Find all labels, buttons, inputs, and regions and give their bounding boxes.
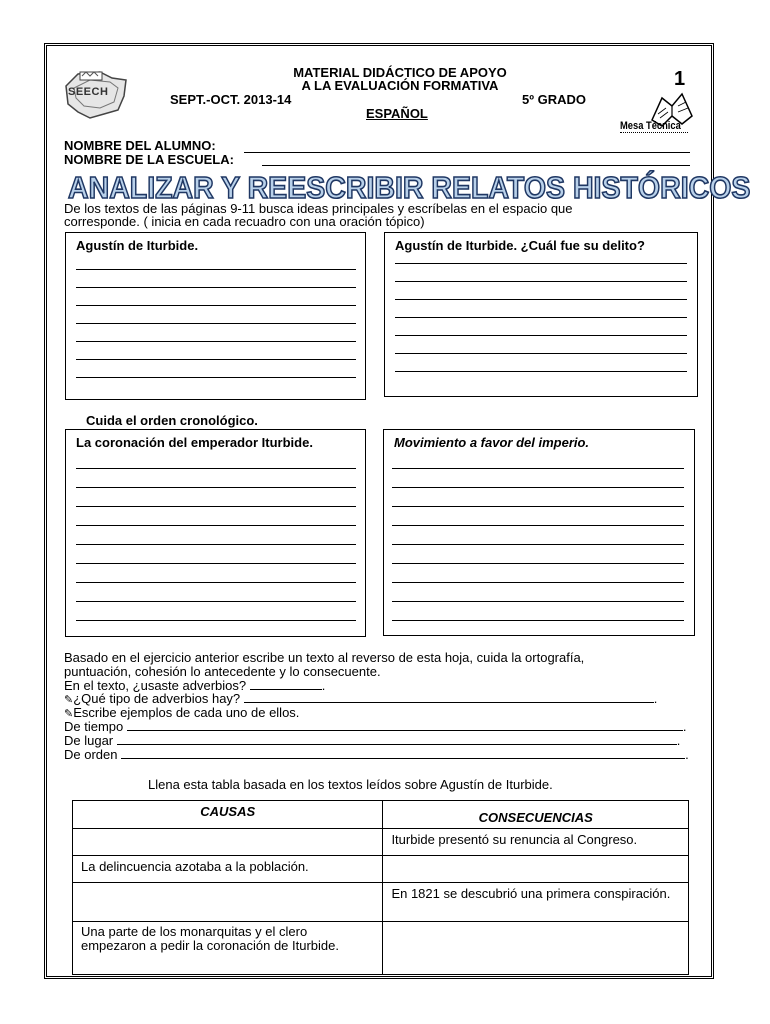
mesa-tecnica-underline (620, 132, 688, 135)
writing-line[interactable] (76, 359, 356, 360)
adverb-types-question: ✎¿Qué tipo de adverbios hay? . (64, 691, 658, 706)
writing-line[interactable] (76, 377, 356, 378)
worksheet-title: ANALIZAR Y REESCRIBIR RELATOS HISTÓRICOS (68, 170, 751, 205)
writing-line[interactable] (76, 506, 356, 507)
table-cell[interactable] (73, 883, 383, 922)
table-row (73, 856, 689, 883)
box-title-coronacion: La coronación del emperador Iturbide. (76, 435, 313, 450)
table-row (73, 829, 689, 856)
table-row (73, 883, 689, 922)
writing-line[interactable] (76, 341, 356, 342)
writing-line[interactable] (392, 620, 684, 621)
adverb-types-text: ¿Qué tipo de adverbios hay? (73, 691, 241, 706)
causes-consequences-table (72, 800, 689, 975)
idea-box-delito (384, 232, 698, 397)
instructions-line-2: corresponde. ( inicia en cada recuadro con una oración tópico) (64, 214, 425, 229)
table-intro: Llena esta tabla basada en los textos leídos sobre Agustín de Iturbide. (148, 777, 553, 792)
table-cell[interactable] (383, 856, 689, 883)
header-line-1: MATERIAL DIDÁCTICO DE APOYO (293, 65, 507, 80)
tiempo-row: De tiempo . (64, 719, 687, 734)
idea-box-movimiento (383, 429, 695, 636)
header-line-2: A LA EVALUACIÓN FORMATIVA (301, 78, 499, 93)
order-note: Cuida el orden cronológico. (86, 413, 258, 428)
box-title-iturbide: Agustín de Iturbide. (76, 238, 199, 253)
adverb-types-field[interactable] (244, 702, 654, 703)
writing-prompt-line-2: puntuación, cohesión lo antecedente y lo consecuente. (64, 664, 381, 679)
lugar-label: De lugar (64, 733, 114, 748)
writing-line[interactable] (392, 468, 684, 469)
table-row (73, 922, 689, 975)
writing-line[interactable] (392, 563, 684, 564)
writing-line[interactable] (76, 601, 356, 602)
orden-label: De orden (64, 747, 118, 762)
writing-line[interactable] (392, 601, 684, 602)
writing-line[interactable] (76, 620, 356, 621)
writing-line[interactable] (392, 506, 684, 507)
writing-line[interactable] (392, 487, 684, 488)
writing-line[interactable] (395, 281, 687, 282)
writing-line[interactable] (395, 335, 687, 336)
page-number: 1 (674, 68, 686, 90)
writing-line[interactable] (395, 299, 687, 300)
tiempo-field[interactable] (127, 730, 683, 731)
student-name-label: NOMBRE DEL ALUMNO: (64, 138, 216, 153)
writing-line[interactable] (76, 323, 356, 324)
writing-line[interactable] (76, 305, 356, 306)
writing-line[interactable] (76, 525, 356, 526)
writing-line[interactable] (395, 317, 687, 318)
pencil-icon: ✎ (64, 694, 74, 706)
writing-line[interactable] (392, 525, 684, 526)
writing-line[interactable] (76, 468, 356, 469)
causes-header: CAUSAS (73, 801, 383, 829)
mesa-tecnica-label: Mesa Técnica (620, 120, 681, 132)
pencil-icon: ✎ (64, 708, 74, 720)
school-name-label: NOMBRE DE LA ESCUELA: (64, 152, 234, 167)
adverbs-question: En el texto, ¿usaste adverbios? . (64, 678, 326, 693)
box-title-delito: Agustín de Iturbide. ¿Cuál fue su delito? (395, 238, 645, 253)
table-header-row (73, 801, 689, 829)
orden-row: De orden . (64, 747, 689, 762)
tiempo-label: De tiempo (64, 719, 124, 734)
writing-line[interactable] (76, 287, 356, 288)
adverbs-question-text: En el texto, ¿usaste adverbios? (64, 678, 247, 693)
writing-line[interactable] (76, 487, 356, 488)
grade-label: 5º GRADO (522, 92, 586, 107)
box-title-movimiento: Movimiento a favor del imperio. (394, 435, 590, 450)
instructions-line-1: De los textos de las páginas 9-11 busca ideas principales y escríbelas en el espacio que (64, 201, 573, 216)
writing-line[interactable] (395, 263, 687, 264)
lugar-field[interactable] (117, 744, 677, 745)
table-cell[interactable] (383, 922, 689, 975)
writing-line[interactable] (392, 582, 684, 583)
idea-box-coronacion (65, 429, 366, 637)
adverbs-answer-field[interactable] (250, 689, 322, 690)
student-name-field[interactable] (244, 152, 690, 153)
writing-line[interactable] (76, 582, 356, 583)
school-name-field[interactable] (262, 165, 690, 166)
writing-line[interactable] (395, 353, 687, 354)
examples-instruction-text: Escribe ejemplos de cada uno de ellos. (73, 705, 300, 720)
logo-text: SEECH (68, 86, 109, 98)
table-cell: Iturbide presentó su renuncia al Congreso. (383, 829, 689, 856)
table-cell: La delincuencia azotaba a la población. (73, 856, 383, 883)
writing-line[interactable] (392, 544, 684, 545)
writing-line[interactable] (76, 544, 356, 545)
consequences-header: CONSECUENCIAS (383, 801, 689, 829)
writing-prompt-line-1: Basado en el ejercicio anterior escribe un texto al reverso de esta hoja, cuida la ortografía, (64, 650, 585, 665)
writing-line[interactable] (76, 269, 356, 270)
orden-field[interactable] (121, 758, 685, 759)
writing-line[interactable] (395, 371, 687, 372)
writing-line[interactable] (76, 563, 356, 564)
table-cell: En 1821 se descubrió una primera conspiración. (383, 883, 689, 922)
subject-label: ESPAÑOL (366, 106, 428, 121)
idea-box-iturbide (65, 232, 366, 400)
lugar-row: De lugar . (64, 733, 681, 748)
table-cell[interactable] (73, 829, 383, 856)
table-cell: Una parte de los monarquitas y el clero empezaron a pedir la coronación de Iturbide. (73, 922, 383, 975)
school-period: SEPT.-OCT. 2013-14 (170, 92, 292, 107)
